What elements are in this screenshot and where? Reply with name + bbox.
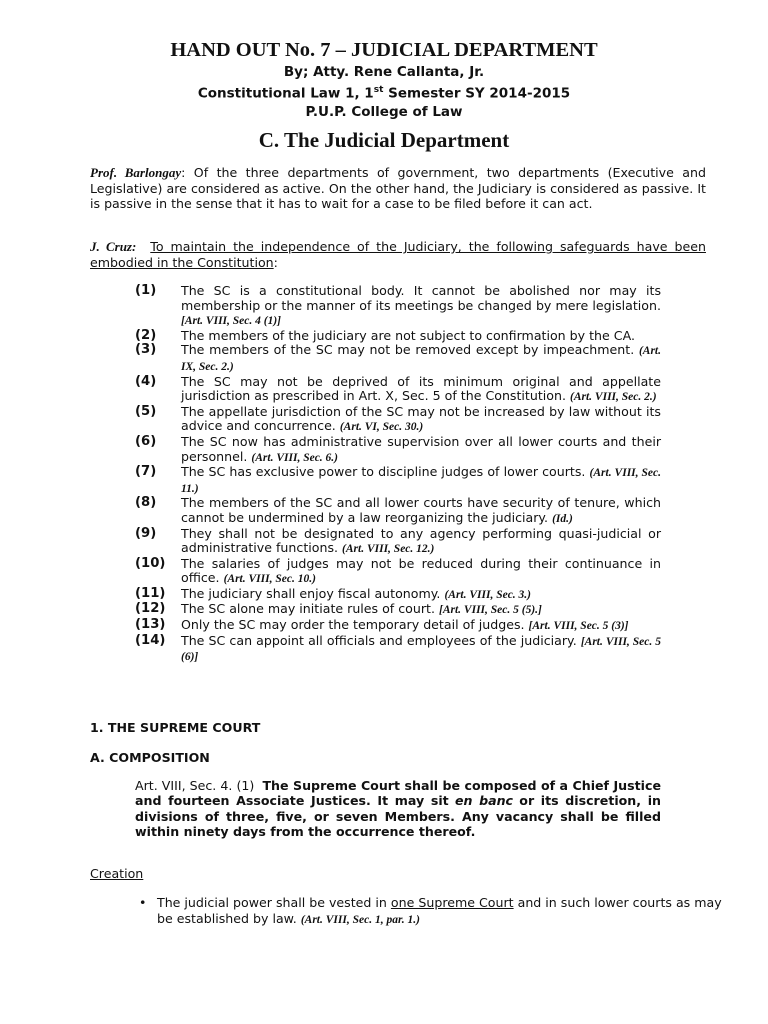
list-item [135,465,661,496]
author-line: By; Atty. Rene Callanta, Jr. [283,64,485,80]
list-item [135,405,661,435]
cruz-paragraph: J. Cruz: To maintain the independence of the Judiciary, the following safeguards have been embodied in the Constitution: [90,239,706,270]
item-text: The members of the SC may not be removed except by impeachment. [181,342,635,358]
item-text: The members of the judiciary are not subject to confirmation by the CA. [181,327,635,343]
list-item [135,602,661,618]
item-text: The SC has exclusive power to discipline judges of lower courts. [181,464,586,480]
bullet-dot: • [139,895,147,910]
item-text: The SC is a constitutional body. It cannot be abolished nor may its membership or the manner of its meetings be changed by mere legislation. [181,283,661,313]
item-text: The appellate jurisdiction of the SC may not be increased by law without its advice and concurrence. [181,403,661,434]
item-citation: [Art. VIII, Sec. 4 (1)] [181,315,281,328]
heading-composition: A. COMPOSITION [90,750,210,765]
item-text: The SC may not be deprived of its minimum original and appellate jurisdiction as prescribed in Art. X, Sec. 5 of the Constitution. [181,373,661,404]
list-item [135,527,661,557]
item-citation: (Art. VIII, Sec. 11.) [181,467,661,495]
section-title: C. The Judicial Department [258,128,510,152]
item-citation: (Art. VIII, Sec. 6.) [251,451,338,464]
item-citation: (Art. VIII, Sec. 12.) [342,543,435,556]
creation-label: Creation [90,866,144,881]
item-number: (8) [135,495,157,511]
course-line: Constitutional Law 1, 1st Semester SY 2014-2015 [197,85,571,102]
item-number: (5) [135,403,157,419]
item-text: The salaries of judges may not be reduced during their continuance in office. [181,555,661,586]
item-number: (13) [135,617,166,633]
item-number: (1) [135,283,157,298]
item-number: (11) [135,585,166,601]
list-item [135,329,661,344]
item-text: The judiciary shall enjoy fiscal autonomy. [181,585,441,601]
item-text: The SC can appoint all officials and employees of the judiciary. [181,632,577,648]
creation-bullet: • The judicial power shall be vested in one Supreme Court and in such lower courts as may be established by law. (Art. VIII, Sec. 1, par. 1.) [139,895,722,926]
list-item [135,618,661,634]
item-number: (3) [135,342,157,358]
item-number: (9) [135,525,157,541]
item-number: (6) [135,433,157,449]
list-item [135,435,661,465]
list-item [135,587,661,603]
list-item [135,634,661,665]
item-citation: (Id.) [552,512,573,525]
item-citation: [Art. VIII, Sec. 5 (6)] [181,635,661,664]
item-citation: [Art. VIII, Sec. 5 (3)] [528,620,629,633]
list-item [135,557,661,587]
list-item [135,343,661,374]
list-item [135,375,661,405]
item-number: (12) [135,601,166,617]
article-quote: Art. VIII, Sec. 4. (1) The Supreme Court shall be composed of a Chief Justice and fourteen Associate Justices. It may sit en banc or its discretion, in divisions of three, five, or seven Members. Any vacancy shall be filled within ninety days from the occurrence thereof. [135,778,661,840]
item-citation: [Art. VIII, Sec. 5 (5).] [439,604,542,617]
heading-supreme-court: 1. THE SUPREME COURT [90,720,261,735]
list-item [135,284,661,329]
item-text: The members of the SC and all lower courts have security of tenure, which cannot be undermined by a law reorganizing the judiciary. [181,495,661,525]
item-number: (7) [135,464,157,480]
safeguards-list [135,284,661,665]
intro-paragraph: Prof. Barlongay: Of the three departments of government, two departments (Executive and Legislative) are considered as active. On the other hand, the Judiciary is considered as passive. It is passive in the sense that it has to wait for a case to be filed before it can act. [90,165,706,211]
item-citation: (Art. VIII, Sec. 10.) [223,573,316,586]
item-citation: (Art. VIII, Sec. 2.) [570,391,657,404]
item-citation: (Art. VIII, Sec. 3.) [444,588,532,601]
item-text: The SC alone may initiate rules of court. [181,601,435,617]
item-number: (10) [135,555,166,571]
item-number: (2) [135,327,157,343]
item-citation: (Art. IX, Sec. 2.) [181,345,661,373]
item-citation: (Art. VI, Sec. 30.) [339,421,424,434]
item-text: They shall not be designated to any agency performing quasi-judicial or administrative functions. [181,525,661,556]
school-line: P.U.P. College of Law [305,103,463,120]
list-item [135,496,661,526]
item-number: (14) [135,632,166,648]
speaker-barlongay: Prof. Barlongay [90,165,182,180]
item-number: (4) [135,373,157,389]
item-text: The SC now has administrative supervision over all lower courts and their personnel. [181,433,661,464]
handout-title: HAND OUT No. 7 – JUDICIAL DEPARTMENT [170,39,598,61]
item-text: Only the SC may order the temporary detail of judges. [181,617,525,633]
handout-header [0,38,768,121]
speaker-cruz: J. Cruz: [90,239,137,254]
